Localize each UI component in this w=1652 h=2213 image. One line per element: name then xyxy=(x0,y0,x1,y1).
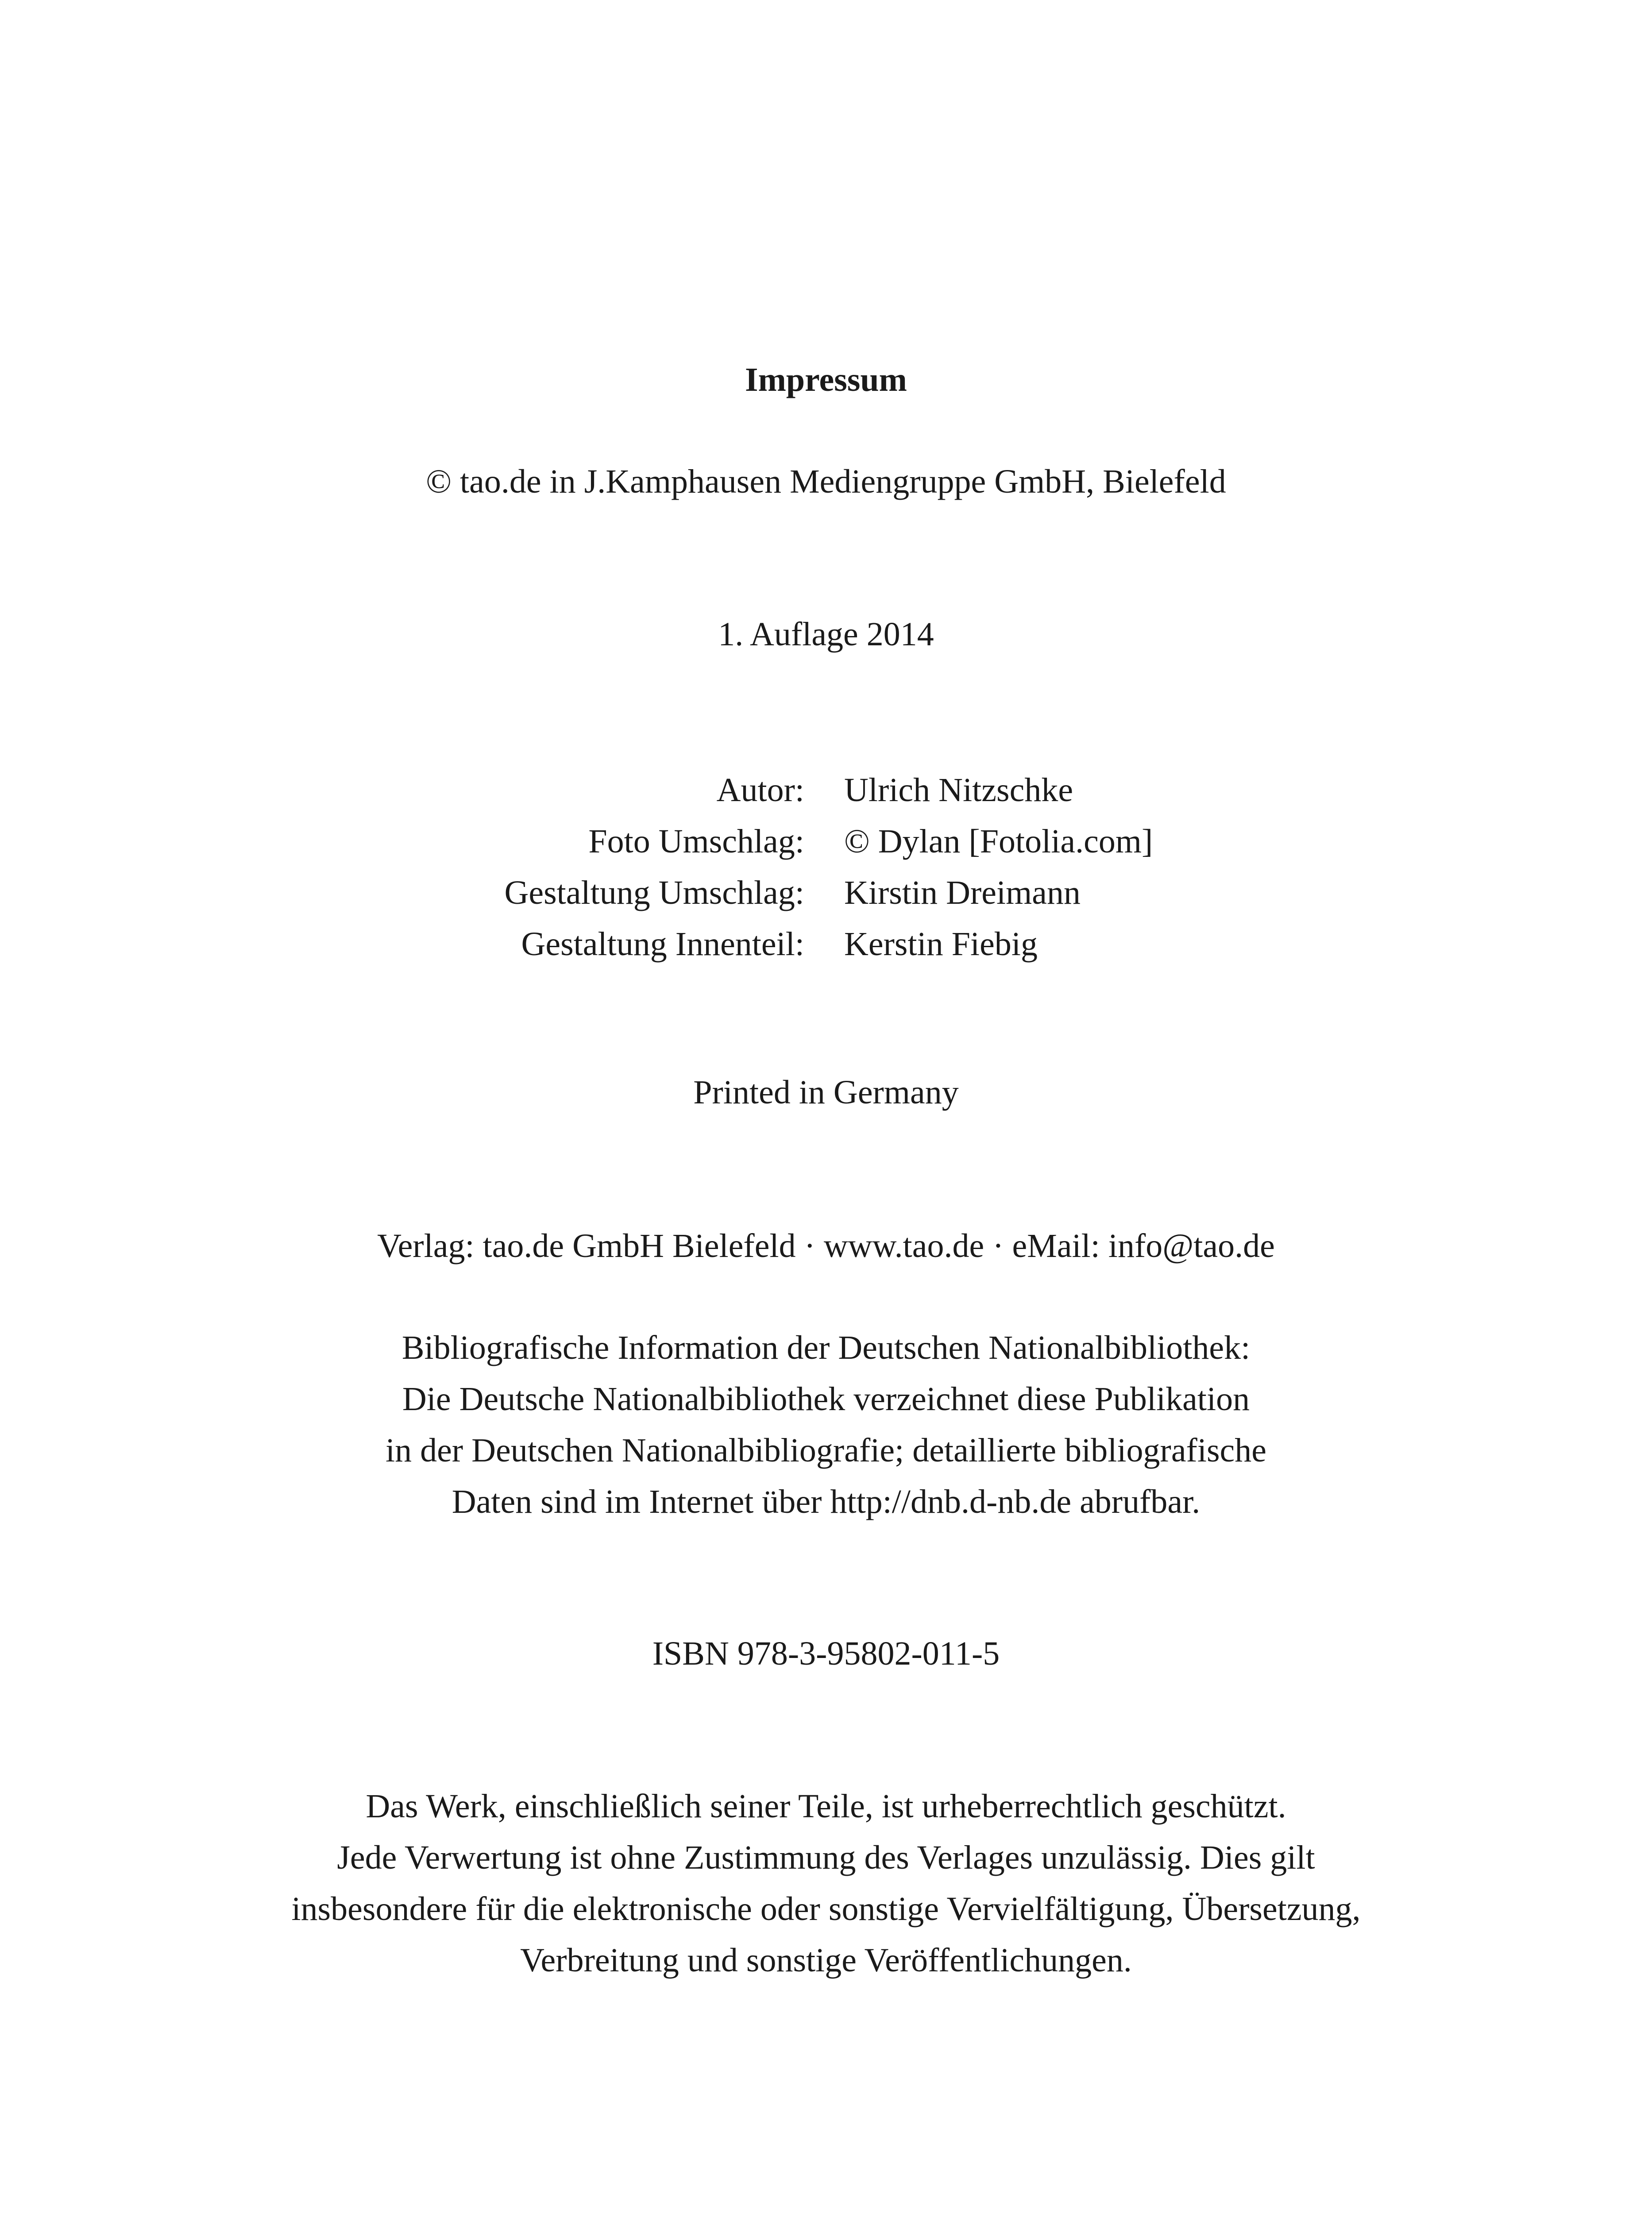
credit-value: Ulrich Nitzschke xyxy=(844,771,1073,809)
rights-line: Jede Verwertung ist ohne Zustimmung des Verlages unzulässig. Dies gilt xyxy=(337,1839,1315,1876)
bibliographic-line: Daten sind im Internet über http://dnb.d-nb.de abrufbar. xyxy=(452,1483,1200,1520)
bibliographic-info xyxy=(0,1322,1652,1527)
rights-notice xyxy=(0,1781,1652,1986)
rights-line: Verbreitung und sonstige Veröffentlichungen. xyxy=(520,1942,1132,1979)
bibliographic-line: in der Deutschen Nationalbibliografie; detaillierte bibliografische xyxy=(385,1432,1267,1469)
credit-label: Foto Umschlag: xyxy=(588,823,804,860)
copyright-line: © tao.de in J.Kamphausen Mediengruppe GmbH, Bielefeld xyxy=(426,463,1226,500)
printed-line: Printed in Germany xyxy=(693,1074,959,1111)
credits-table xyxy=(0,764,1652,970)
edition-line: 1. Auflage 2014 xyxy=(718,616,934,653)
rights-line: Das Werk, einschließlich seiner Teile, ist urheberrechtlich geschützt. xyxy=(366,1788,1286,1825)
bibliographic-line: Die Deutsche Nationalbibliothek verzeichnet diese Publikation xyxy=(402,1380,1250,1418)
rights-line: insbesondere für die elektronische oder sonstige Vervielfältigung, Übersetzung, xyxy=(291,1890,1361,1928)
bibliographic-line: Bibliografische Information der Deutschen Nationalbibliothek: xyxy=(401,1329,1251,1366)
credit-row-cover-design xyxy=(0,867,1652,918)
credit-row-cover-photo xyxy=(0,816,1652,867)
credit-row-interior-design xyxy=(0,918,1652,970)
credit-value: Kirstin Dreimann xyxy=(844,874,1081,911)
credit-value: © Dylan [Fotolia.com] xyxy=(844,823,1153,860)
credit-value: Kerstin Fiebig xyxy=(844,925,1038,963)
page-title: Impressum xyxy=(745,361,907,398)
isbn-line: ISBN 978-3-95802-011-5 xyxy=(652,1635,1000,1672)
publisher-line: Verlag: tao.de GmbH Bielefeld · www.tao.de · eMail: info@tao.de xyxy=(377,1227,1275,1265)
credit-label: Autor: xyxy=(716,771,804,809)
credit-label: Gestaltung Innenteil: xyxy=(521,925,804,963)
credit-label: Gestaltung Umschlag: xyxy=(504,874,804,911)
credit-row-author xyxy=(0,764,1652,816)
